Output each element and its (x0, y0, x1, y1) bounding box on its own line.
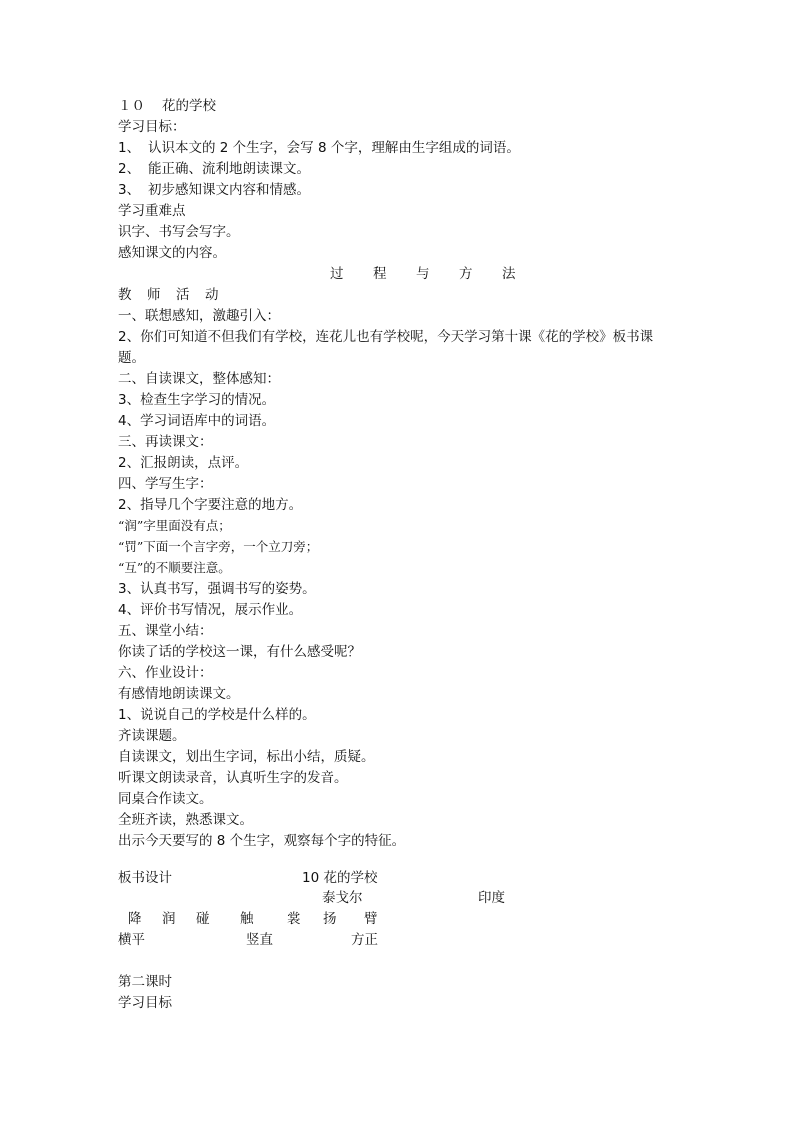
board-author: 泰戈尔 (322, 890, 363, 906)
lesson2-heading: 第二课时 (118, 974, 172, 990)
character-note: “互”的不顺要注意。 (118, 560, 231, 575)
board-title: 10 花的学校 (302, 870, 378, 886)
homework-item: 有感情地朗读课文。 (118, 686, 240, 702)
lesson2-goals: 学习目标 (118, 995, 172, 1011)
board-label: 板书设计 (118, 870, 172, 886)
key-heading: 学习重难点 (118, 203, 186, 219)
section-item: 3、检查生字学习的情况。 (118, 392, 276, 408)
board-stroke: 横平 (118, 932, 145, 948)
board-char: 触 (240, 911, 254, 927)
character-note: “润”字里面没有点； (118, 518, 231, 533)
section-item: 3、认真书写，强调书写的姿势。 (118, 581, 316, 597)
homework-item: 出示今天要写的 8 个生字，观察每个字的特征。 (118, 833, 406, 849)
section-heading: 五、课堂小结： (118, 623, 213, 639)
homework-item: 齐读课题。 (118, 728, 186, 744)
section-item: 4、评价书写情况，展示作业。 (118, 602, 303, 618)
section-heading: 二、自读课文，整体感知： (118, 371, 280, 387)
homework-item: 听课文朗读录音，认真听生字的发音。 (118, 770, 348, 786)
homework-item: 同桌合作读文。 (118, 791, 213, 807)
board-char: 碰 (196, 911, 210, 927)
section-heading: 一、联想感知，激趣引入： (118, 308, 280, 324)
section-item: 4、学习词语库中的词语。 (118, 413, 276, 429)
teacher-activity-heading: 教 师 活 动 (118, 287, 219, 303)
process-heading: 过 程 与 方 法 (330, 266, 516, 282)
goal-item: 3、 初步感知课文内容和情感。 (118, 182, 310, 198)
section-text: 题。 (118, 350, 145, 366)
homework-item: 自读课文，划出生字词，标出小结，质疑。 (118, 749, 375, 765)
character-note: “罚”下面一个言字旁，一个立刀旁； (118, 539, 319, 554)
homework-item: 全班齐读，熟悉课文。 (118, 812, 253, 828)
homework-item: 1、说说自己的学校是什么样的。 (118, 707, 316, 723)
board-char: 臂 (364, 911, 378, 927)
board-stroke: 竖直 (246, 932, 273, 948)
board-stroke: 方正 (351, 932, 378, 948)
section-text: 你读了话的学校这一课，有什么感受呢？ (118, 644, 361, 660)
goal-item: 1、 认识本文的 2 个生字，会写 8 个字，理解由生字组成的词语。 (118, 140, 520, 156)
board-char: 润 (162, 911, 176, 927)
lesson-title-text: 花的学校 (162, 98, 216, 114)
section-text: 2、你们可知道不但我们有学校，连花儿也有学校呢，今天学习第十课《花的学校》板书课 (118, 329, 654, 345)
lesson-number: １０ (118, 98, 145, 114)
board-char: 裳 (287, 911, 301, 927)
section-heading: 四、学写生字： (118, 476, 213, 492)
section-item: 2、汇报朗读，点评。 (118, 455, 249, 471)
board-char: 降 (128, 911, 142, 927)
section-heading: 三、再读课文： (118, 434, 213, 450)
key-point: 感知课文的内容。 (118, 245, 226, 261)
goals-heading: 学习目标： (118, 119, 186, 135)
key-point: 识字、书写会写字。 (118, 224, 240, 240)
section-item: 2、指导几个字要注意的地方。 (118, 497, 303, 513)
board-char: 扬 (323, 911, 337, 927)
section-heading: 六、作业设计： (118, 665, 213, 681)
lesson-title (118, 96, 216, 116)
goal-item: 2、 能正确、流利地朗读课文。 (118, 161, 310, 177)
board-country: 印度 (478, 890, 505, 906)
